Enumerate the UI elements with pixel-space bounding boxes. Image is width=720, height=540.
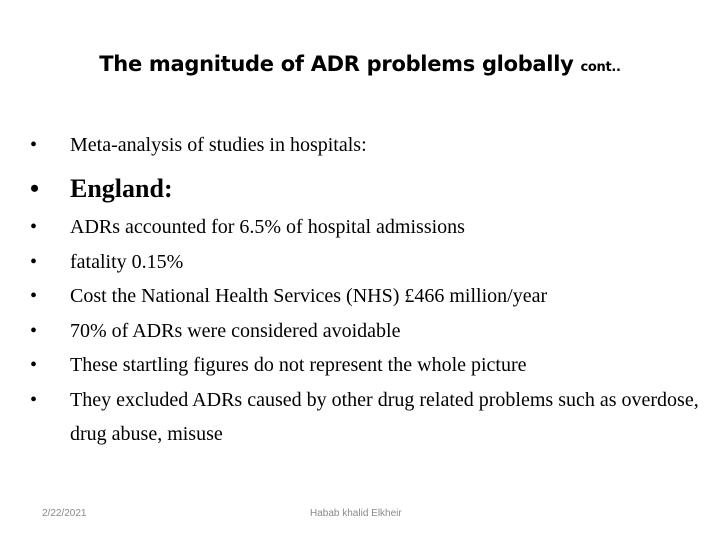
list-item bbox=[30, 279, 700, 314]
bullet-dot: • bbox=[30, 216, 38, 238]
bullet-dot: • bbox=[30, 174, 40, 203]
bullet-dot: • bbox=[30, 250, 38, 273]
list-item bbox=[30, 210, 700, 245]
list-item bbox=[30, 383, 700, 452]
slide-title-main: The magnitude of ADR problems globally bbox=[99, 52, 574, 76]
list-item-text: They excluded ADRs caused by other drug related problems such as overdose, drug abuse, misuse bbox=[70, 388, 699, 445]
slide-title-suffix: cont.. bbox=[580, 60, 621, 75]
bullet-dot: • bbox=[30, 354, 38, 376]
list-item-text: fatality 0.15% bbox=[70, 250, 184, 273]
bullet-dot: • bbox=[30, 319, 38, 342]
bullet-dot: • bbox=[30, 134, 38, 156]
slide-title bbox=[0, 52, 720, 76]
heading-bullet bbox=[30, 172, 700, 206]
list-item bbox=[30, 314, 700, 349]
footer-author: Habab khalid Elkheir bbox=[310, 508, 402, 519]
list-item-text: Cost the National Health Services (NHS) £466 million/year bbox=[70, 285, 548, 307]
list-item-text: ADRs accounted for 6.5% of hospital admissions bbox=[70, 216, 465, 238]
bullet-dot: • bbox=[30, 388, 38, 411]
intro-bullet bbox=[30, 132, 700, 158]
list-item-text: These startling figures do not represent the whole picture bbox=[70, 354, 527, 376]
bullet-list bbox=[30, 210, 700, 452]
bullet-dot: • bbox=[30, 285, 38, 307]
footer-date: 2/22/2021 bbox=[42, 508, 87, 519]
intro-text: Meta-analysis of studies in hospitals: bbox=[70, 134, 367, 156]
list-item bbox=[30, 245, 700, 280]
list-item bbox=[30, 348, 700, 383]
list-item-text: 70% of ADRs were considered avoidable bbox=[70, 319, 401, 342]
heading-text: England: bbox=[70, 174, 173, 203]
